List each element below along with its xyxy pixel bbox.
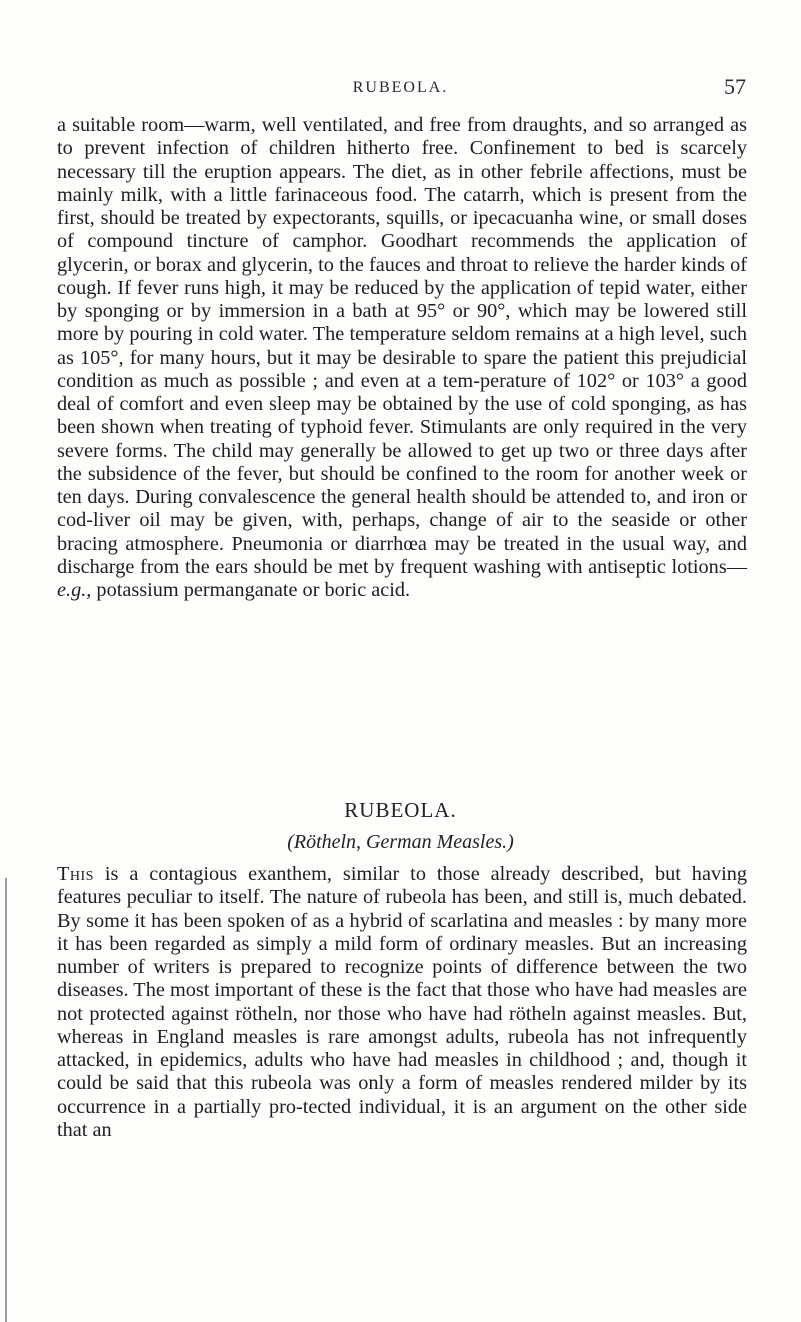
section-heading: RUBEOLA.	[344, 798, 457, 822]
top-paragraph	[57, 114, 747, 602]
page-edge-shadow	[5, 878, 7, 1322]
top-paragraph-block	[57, 114, 747, 602]
bottom-paragraph-block	[57, 863, 747, 1142]
bottom-paragraph-text: is a contagious exanthem, similar to those already described, but having features peculiar to itself. The nature of rubeola has been, and still is, much debated. By some it has been spoken of as a hybrid of scarlatina and measles : by many more it has been regarded as simply a mild form of ordinary measles. But an increasing number of writers is prepared to recognize points of difference between the two diseases. The most important of these is the fact that those who have had measles are not protected against rötheln, nor those who have had rötheln against measles. But, whereas in England measles is rare amongst adults, rubeola has not infrequently attacked, in epidemics, adults who have had measles in childhood ; and, though it could be said that this rubeola was only a form of measles rendered milder by its occurrence in a partially pro-tected individual, it is an argument on the other side that an	[57, 863, 747, 1141]
running-head: RUBEOLA.	[352, 79, 449, 96]
section-subtitle: (Rötheln, German Measles.)	[287, 831, 514, 853]
bottom-paragraph-lead: This	[57, 863, 94, 885]
top-paragraph-eg: e.g.,	[57, 579, 92, 601]
top-paragraph-end: potassium permanganate or boric acid.	[91, 579, 411, 601]
bottom-paragraph	[57, 863, 747, 1142]
page-number: 57	[724, 74, 746, 99]
top-paragraph-text: a suitable room—warm, well ventilated, and free from draughts, and so arranged as to prevent infection of children hitherto free. Confinement to bed is scarcely necessary till the eruption appears. The diet, as in other febrile affections, must be mainly milk, with a little farinaceous food. The catarrh, which is present from the first, should be treated by expectorants, squills, or ipecacuanha wine, or small doses of compound tincture of camphor. Goodhart recommends the application of glycerin, or borax and glycerin, to the fauces and throat to relieve the harder kinds of cough. If fever runs high, it may be reduced by the application of tepid water, either by sponging or by immersion in a bath at 95° or 90°, which may be lowered still more by pouring in cold water. The temperature seldom remains at a high level, such as 105°, for many hours, but it may be desirable to spare the patient this prejudicial condition as much as possible ; and even at a tem-perature of 102° or 103° a good deal of comfort and even sleep may be obtained by the use of cold sponging, as has been shown when treating of typhoid fever. Stimulants are only required in the very severe forms. The child may generally be allowed to get up two or three days after the subsidence of the fever, but should be confined to the room for another week or ten days. During convalescence the general health should be attended to, and iron or cod-liver oil may be given, with, perhaps, change of air to the seaside or other bracing atmosphere. Pneumonia or diarrhœa may be treated in the usual way, and discharge from the ears should be met by frequent washing with antiseptic lotions—	[57, 114, 747, 578]
